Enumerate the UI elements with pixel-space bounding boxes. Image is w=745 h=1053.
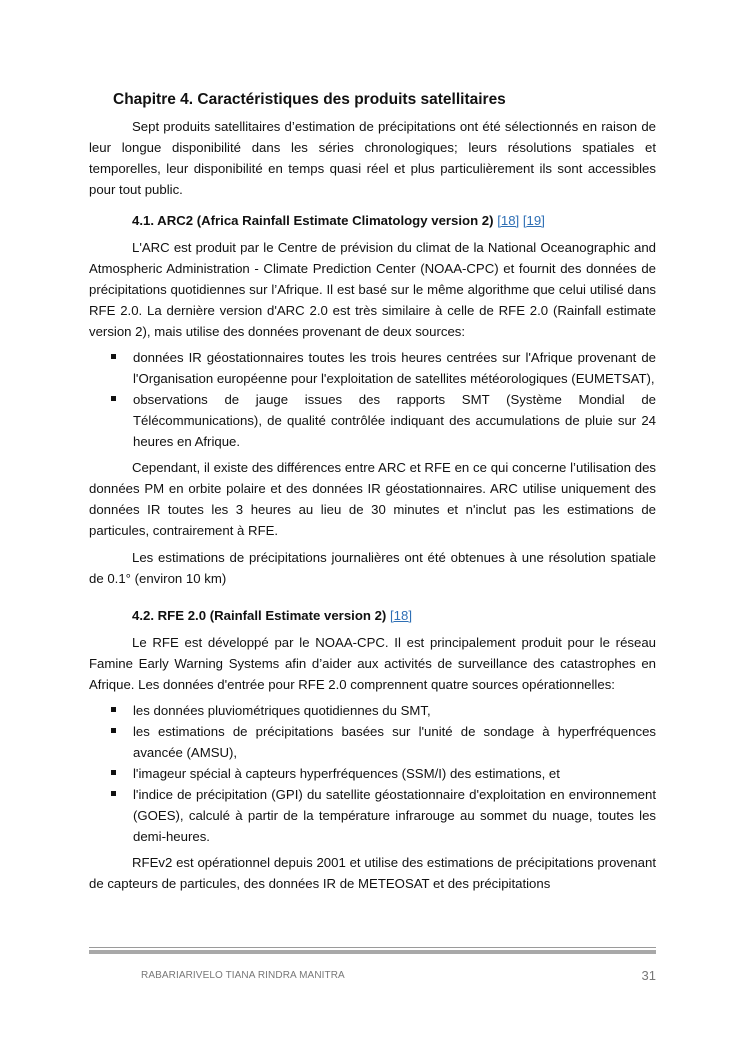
footer-author: RABARIARIVELO TIANA RINDRA MANITRA [141,970,345,981]
document-page [89,88,656,894]
square-bullet-icon [111,770,116,775]
square-bullet-icon [111,354,116,359]
rfe2-paragraph-1: Le RFE est développé par le NOAA-CPC. Il est principalement produit pour le réseau Famine Early Warning Systems afin d’aider aux activités de surveillance des catastrophes en Afrique. Les données d'entrée pour RFE 2.0 comprennent quatre sources opérationnelles: [89,635,656,692]
list-item: données IR géostationnaires toutes les trois heures centrées sur l'Afrique provenant de l'Organisation européenne pour l'exploitation de satellites météorologiques (EUMETSAT), [89,347,656,389]
rfe2-paragraph-2: RFEv2 est opérationnel depuis 2001 et utilise des estimations de précipitations provenant de capteurs de particules, des données IR de METEOSAT et des précipitations [89,855,656,891]
list-item: l'imageur spécial à capteurs hyperfréquences (SSM/I) des estimations, et [89,763,656,784]
page-footer [89,947,656,984]
square-bullet-icon [111,707,116,712]
rfe2-source-list [89,700,656,847]
section-title-rfe2 [132,605,656,626]
footer-divider-thin [89,947,656,948]
arc2-paragraph-3: Les estimations de précipitations journalières ont été obtenues à une résolution spatiale de 0.1° (environ 10 km) [89,550,656,586]
section-title-arc2 [132,210,656,231]
square-bullet-icon [111,791,116,796]
reference-link-19[interactable]: [19] [522,213,545,228]
square-bullet-icon [111,728,116,733]
intro-paragraph: Sept produits satellitaires d’estimation de précipitations ont été sélectionnés en raison de leur longue disponibilité dans les séries chronologiques; leurs résolutions spatiales et temporelles, leur disponibilité en temps quasi réel et plus particulièrement ils sont accessibles pour tout public. [89,119,656,197]
arc2-source-list [89,347,656,452]
list-item: les estimations de précipitations basées sur l'unité de sondage à hyperfréquences avancée (AMSU), [89,721,656,763]
arc2-paragraph-1: L'ARC est produit par le Centre de prévision du climat de la National Oceanographic and Atmospheric Administration - Climate Prediction Center (NOAA-CPC) et fournit des données de précipitations quotidiennes sur l’Afrique. Il est basé sur le même algorithme que celui utilisé dans RFE 2.0. La dernière version d'ARC 2.0 est très similaire à celle de RFE 2.0 (Rainfall estimate version 2), mais utilise des données provenant de deux sources: [89,240,656,339]
reference-link-18[interactable]: [18] [390,608,412,623]
section-title-text: 4.1. ARC2 (Africa Rainfall Estimate Climatology version 2) [132,213,494,228]
list-item: l'indice de précipitation (GPI) du satellite géostationnaire d'exploitation en environnement (GOES), calculé à partir de la température infrarouge au sommet du nuage, toutes les demi-heures. [89,784,656,847]
list-item: observations de jauge issues des rapports SMT (Système Mondial de Télécommunications), de qualité contrôlée indiquant des accumulations de pluie sur 24 heures en Afrique. [89,389,656,452]
section-title-text: 4.2. RFE 2.0 (Rainfall Estimate version 2) [132,608,387,623]
arc2-paragraph-2: Cependant, il existe des différences entre ARC et RFE en ce qui concerne l’utilisation des données PM en orbite polaire et des données IR géostationnaires. ARC utilise uniquement des données IR toutes les 3 heures au lieu de 30 minutes et n'inclut pas les estimations de particules, contrairement à RFE. [89,460,656,538]
square-bullet-icon [111,396,116,401]
chapter-title: Chapitre 4. Caractéristiques des produits satellitaires [113,91,506,108]
page-number: 31 [641,968,656,983]
reference-link-18[interactable]: [18] [497,213,520,228]
list-item: les données pluviométriques quotidiennes du SMT, [89,700,656,721]
